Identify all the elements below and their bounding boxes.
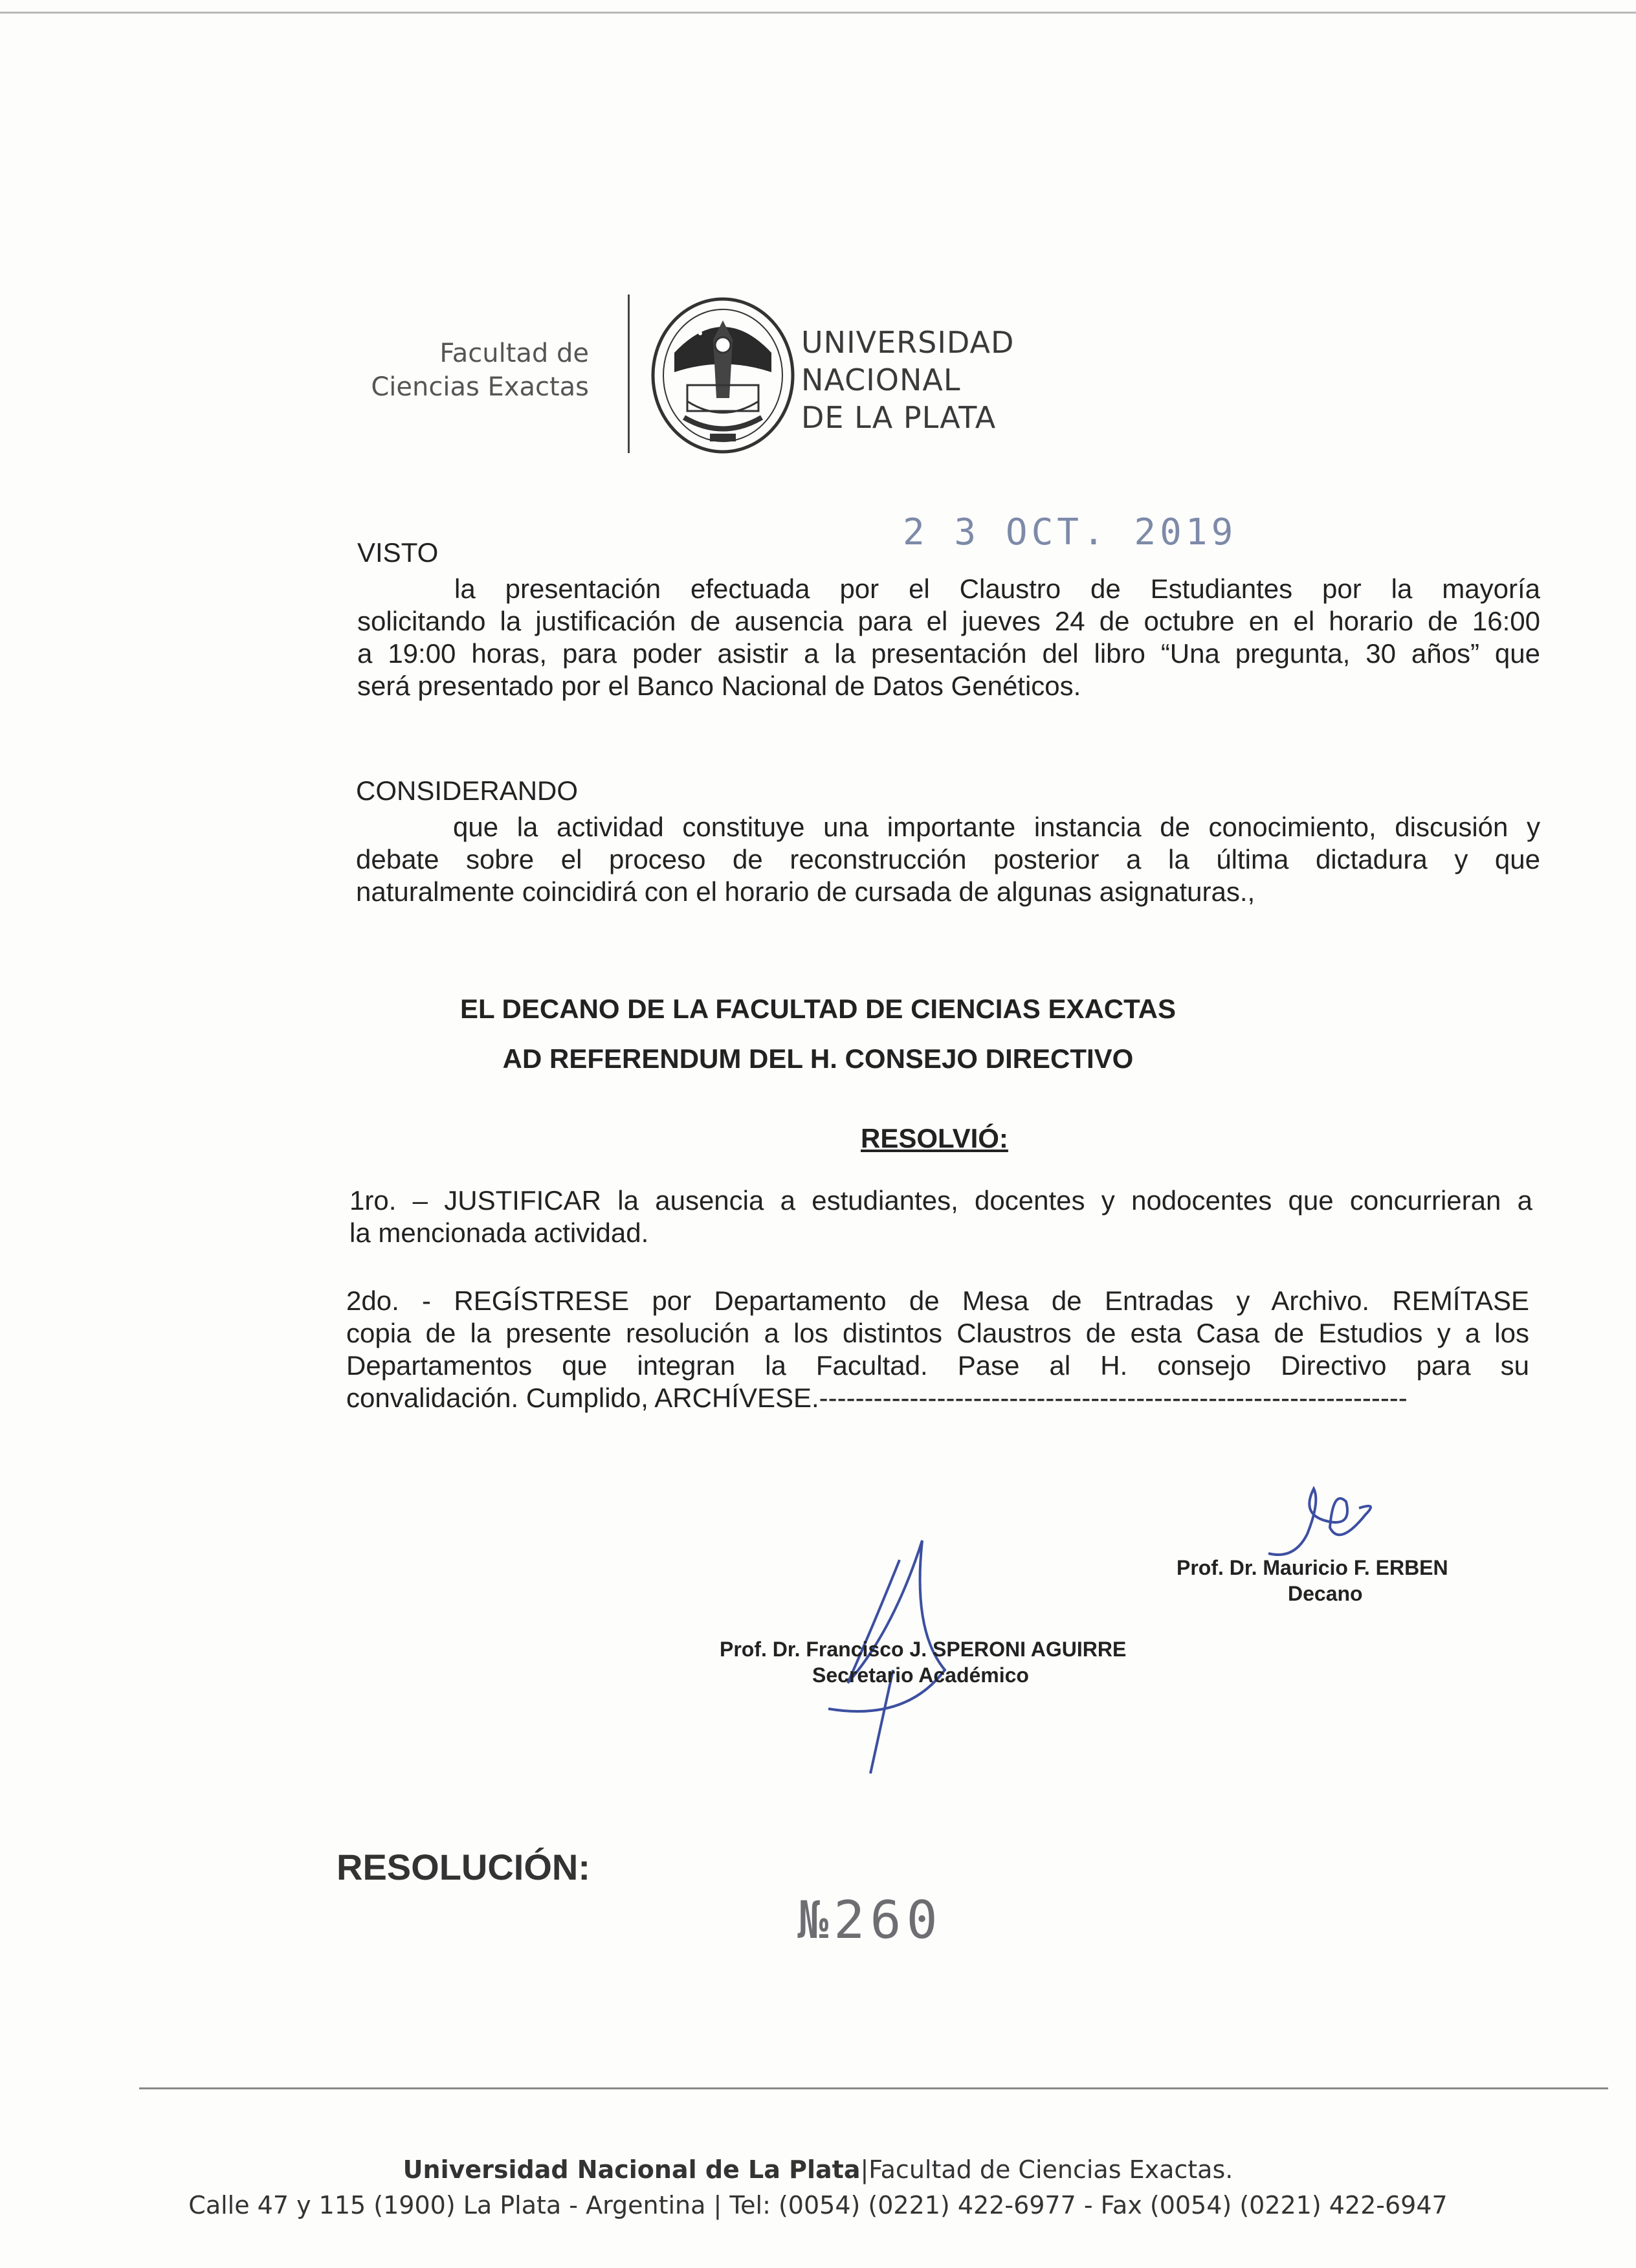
visto-line: a 19:00 horas, para poder asistir a la presentación del libro “Una pregunta, 30 años” que xyxy=(357,638,1540,669)
considerando-label: CONSIDERANDO xyxy=(356,775,579,806)
visto-line: la presentación efectuada por el Claustro de Estudiantes por la mayoría xyxy=(454,573,1540,604)
university-seal-icon xyxy=(648,295,797,456)
university-name xyxy=(801,324,1014,436)
footer-university: Universidad Nacional de La Plata xyxy=(403,2155,861,2184)
secretary-role: Secretario Académico xyxy=(812,1663,1029,1687)
resolution-number: №260 xyxy=(797,1890,943,1950)
visto-label: VISTO xyxy=(357,537,439,568)
decree-title-line-2: AD REFERENDUM DEL H. CONSEJO DIRECTIVO xyxy=(502,1043,1134,1074)
article-line: copia de la presente resolución a los distintos Claustros de esta Casa de Estudios y a los xyxy=(346,1318,1529,1348)
faculty-line-2: Ciencias Exactas xyxy=(371,372,589,402)
decree-title-line-1: EL DECANO DE LA FACULTAD DE CIENCIAS EXACTAS xyxy=(459,994,1177,1024)
university-line-2: NACIONAL xyxy=(801,362,961,397)
resolvio-heading: RESOLVIÓ: xyxy=(861,1123,1008,1153)
faculty-line-1: Facultad de xyxy=(439,339,589,368)
footer-divider xyxy=(139,2087,1608,2089)
considerando-line: naturalmente coincidirá con el horario de cursada de algunas asignaturas., xyxy=(356,876,1255,907)
secretary-name: Prof. Dr. Francisco J. SPERONI AGUIRRE xyxy=(720,1638,1127,1661)
considerando-line: debate sobre el proceso de reconstrucción posterior a la última dictadura y que xyxy=(356,844,1540,874)
top-scan-edge xyxy=(0,12,1636,14)
university-line-1: UNIVERSIDAD xyxy=(801,325,1015,360)
article-first xyxy=(349,1184,1532,1249)
visto-line: solicitando la justificación de ausencia para el jueves 24 de octubre en el horario de 16:00 xyxy=(357,606,1540,636)
university-line-3: DE LA PLATA xyxy=(801,400,997,435)
article-line: convalidación. Cumplido, ARCHÍVESE.----------------------------------------------------------------- xyxy=(346,1383,1408,1413)
visto-line: será presentado por el Banco Nacional de Datos Genéticos. xyxy=(357,671,1081,701)
footer-line-1 xyxy=(0,2155,1636,2184)
faculty-name xyxy=(337,337,589,404)
article-line: 1ro. – JUSTIFICAR la ausencia a estudiantes, docentes y nodocentes que concurrieran a xyxy=(349,1185,1532,1216)
header-divider xyxy=(628,295,630,453)
article-line: Departamentos que integran la Facultad. Pase al H. consejo Directivo para su xyxy=(346,1350,1529,1381)
article-line: la mencionada actividad. xyxy=(349,1217,649,1248)
footer-line-2: Calle 47 y 115 (1900) La Plata - Argentina | Tel: (0054) (0221) 422-6977 - Fax (0054) (0221) 422-6947 xyxy=(188,2191,1448,2219)
resolution-label: RESOLUCIÓN: xyxy=(337,1847,590,1887)
article-line: 2do. - REGÍSTRESE por Departamento de Mesa de Entradas y Archivo. REMÍTASE xyxy=(346,1285,1529,1316)
considerando-paragraph xyxy=(356,811,1540,908)
considerando-line: que la actividad constituye una importante instancia de conocimiento, discusión y xyxy=(453,812,1540,842)
dean-name: Prof. Dr. Mauricio F. ERBEN xyxy=(1177,1556,1448,1579)
footer-faculty: |Facultad de Ciencias Exactas. xyxy=(860,2155,1233,2184)
visto-paragraph xyxy=(357,573,1540,702)
dean-role: Decano xyxy=(1288,1582,1363,1605)
date-stamp: 2 3 OCT. 2019 xyxy=(903,511,1237,553)
article-second xyxy=(346,1285,1529,1414)
